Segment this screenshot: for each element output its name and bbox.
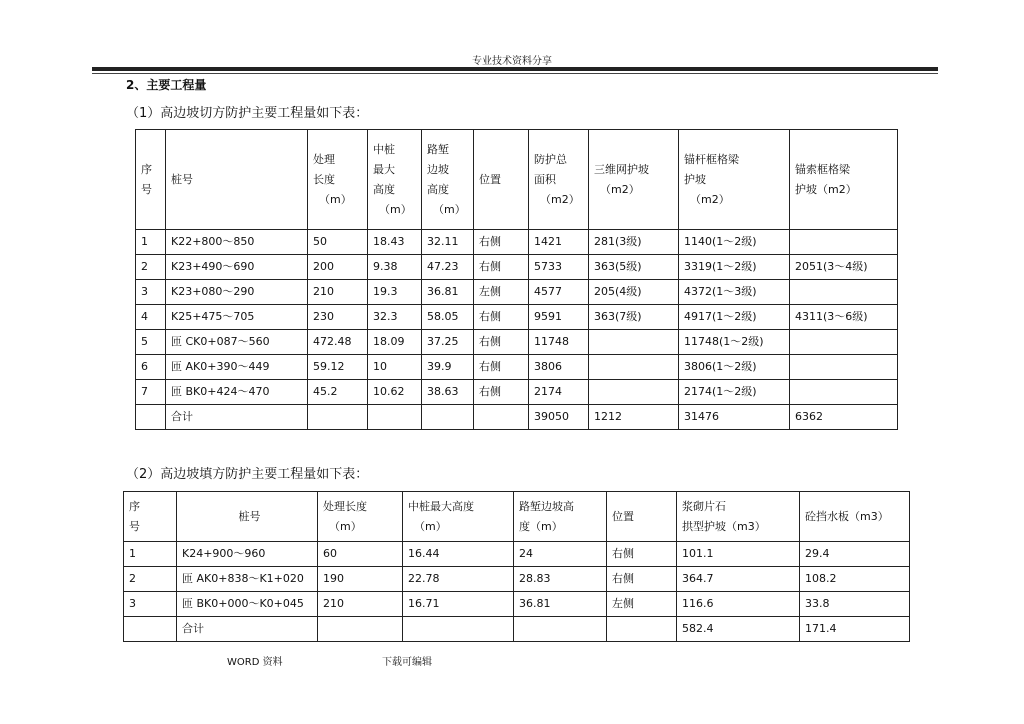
table-cell: 10.62	[368, 380, 422, 405]
table-cell: 3	[124, 592, 177, 617]
table-cell: 5	[136, 330, 166, 355]
table-cell: 19.3	[368, 280, 422, 305]
header-cell	[679, 130, 790, 230]
table-cell	[318, 617, 403, 642]
table-cell	[589, 355, 679, 380]
table-cell: 右侧	[474, 305, 529, 330]
table-cell: 58.05	[422, 305, 474, 330]
table-cell: 右侧	[607, 567, 677, 592]
table-cell: 31476	[679, 405, 790, 430]
table-cell	[422, 405, 474, 430]
header-cell	[514, 492, 607, 542]
table-cell: 101.1	[677, 542, 800, 567]
table-cell	[589, 380, 679, 405]
header-line: 防护总	[534, 152, 567, 166]
header-line: 中桩	[373, 142, 395, 156]
table-row	[136, 405, 898, 430]
table-row	[136, 355, 898, 380]
header-line: 最大	[373, 162, 395, 176]
table-cell: 363(7级)	[589, 305, 679, 330]
header-cell	[308, 130, 368, 230]
header-line: 高度	[373, 182, 395, 196]
table-cell: 39.9	[422, 355, 474, 380]
table-cell	[136, 405, 166, 430]
table-cell: 左侧	[474, 280, 529, 305]
table-cell: 右侧	[474, 255, 529, 280]
table-cell: 22.78	[403, 567, 514, 592]
header-cell	[422, 130, 474, 230]
table-cell	[124, 617, 177, 642]
table-cell: 10	[368, 355, 422, 380]
header-line: 度（m）	[519, 519, 563, 533]
header-row	[124, 492, 910, 542]
table-row	[124, 542, 910, 567]
header-cell	[124, 492, 177, 542]
table-row	[136, 255, 898, 280]
table-cell: 右侧	[607, 542, 677, 567]
header-line: 序	[129, 499, 140, 513]
table-cell: 2	[124, 567, 177, 592]
table1-caption: （1）高边坡切方防护主要工程量如下表：	[126, 106, 369, 121]
table-row	[136, 280, 898, 305]
table-cell: 2	[136, 255, 166, 280]
table-cell: 16.44	[403, 542, 514, 567]
table-cell	[403, 617, 514, 642]
table-cell: 171.4	[800, 617, 910, 642]
header-line: 序	[141, 162, 152, 176]
table-cell	[790, 230, 898, 255]
header-line: 护坡	[684, 172, 706, 186]
table-cell	[368, 405, 422, 430]
table-cell	[589, 330, 679, 355]
table-cell: 右侧	[474, 355, 529, 380]
table-cell	[790, 380, 898, 405]
table-cell: 5733	[529, 255, 589, 280]
table-cell: 右侧	[474, 380, 529, 405]
header-line: 路堑	[427, 142, 449, 156]
header-cell	[474, 130, 529, 230]
header-line: 桩号	[171, 172, 193, 186]
table-cell: 363(5级)	[589, 255, 679, 280]
table-cell: 右侧	[474, 330, 529, 355]
table-cell	[790, 355, 898, 380]
table-cell: 1	[124, 542, 177, 567]
footer-left: WORD 资料	[227, 657, 283, 668]
table-cell: 210	[308, 280, 368, 305]
table-cell	[474, 405, 529, 430]
table-cell: 4917(1～2级)	[679, 305, 790, 330]
table-cell: 45.2	[308, 380, 368, 405]
table-row	[136, 330, 898, 355]
table-cell: 匝 BK0+424～470	[166, 380, 308, 405]
table-cell: 11748	[529, 330, 589, 355]
header-line: 位置	[612, 509, 634, 523]
table-cell: 190	[318, 567, 403, 592]
table-cell: 472.48	[308, 330, 368, 355]
table-cell: 11748(1～2级)	[679, 330, 790, 355]
table-row	[124, 617, 910, 642]
table-cell: 32.3	[368, 305, 422, 330]
header-line: 护坡（m2）	[795, 182, 857, 196]
table-cell: 合计	[166, 405, 308, 430]
table-row	[136, 380, 898, 405]
table-cell: 6362	[790, 405, 898, 430]
table-row	[124, 567, 910, 592]
table-cell: 47.23	[422, 255, 474, 280]
header-cell	[529, 130, 589, 230]
table-cell: 4	[136, 305, 166, 330]
table-cell: 右侧	[474, 230, 529, 255]
header-line: 拱型护坡（m3）	[682, 519, 766, 533]
header-line: 位置	[479, 172, 501, 186]
header-row	[136, 130, 898, 230]
header-cell	[677, 492, 800, 542]
table-cell	[790, 280, 898, 305]
table-cell: 2174(1～2级)	[679, 380, 790, 405]
cut-slope-table	[135, 129, 898, 430]
table-cell: 18.43	[368, 230, 422, 255]
table-cell: 匝 CK0+087～560	[166, 330, 308, 355]
header-line: （m）	[319, 192, 352, 206]
table-cell: K23+490～690	[166, 255, 308, 280]
table-cell: 33.8	[800, 592, 910, 617]
table-row	[136, 230, 898, 255]
table-cell: 9.38	[368, 255, 422, 280]
header-cell	[800, 492, 910, 542]
header-line: （m2）	[600, 182, 640, 196]
table-cell: 4311(3～6级)	[790, 305, 898, 330]
table-cell: 6	[136, 355, 166, 380]
table-cell: 1212	[589, 405, 679, 430]
footer-right: 下载可编辑	[382, 657, 432, 668]
table-cell: 匝 AK0+838～K1+020	[177, 567, 318, 592]
header-line: 长度	[313, 172, 335, 186]
table-row	[136, 305, 898, 330]
table-cell: 205(4级)	[589, 280, 679, 305]
table-cell: 582.4	[677, 617, 800, 642]
header-line: 处理	[313, 152, 335, 166]
table-cell: 2051(3～4级)	[790, 255, 898, 280]
header-line: 号	[129, 519, 140, 533]
header-line: 高度	[427, 182, 449, 196]
header-line: （m2）	[690, 192, 730, 206]
header-line: 边坡	[427, 162, 449, 176]
header-line: 砼挡水板（m3）	[805, 509, 889, 523]
table-cell: 24	[514, 542, 607, 567]
table-cell: 29.4	[800, 542, 910, 567]
header-cell	[318, 492, 403, 542]
header-line: （m2）	[540, 192, 580, 206]
header-line: 锚杆框格梁	[684, 152, 739, 166]
table-cell: 36.81	[514, 592, 607, 617]
table-cell: 116.6	[677, 592, 800, 617]
table-cell: 38.63	[422, 380, 474, 405]
table-cell: 7	[136, 380, 166, 405]
table-cell: 2174	[529, 380, 589, 405]
table-cell: K23+080～290	[166, 280, 308, 305]
header-cell	[589, 130, 679, 230]
header-rule	[92, 67, 938, 71]
header-line: 浆砌片石	[682, 499, 726, 513]
header-line: 桩号	[238, 509, 261, 523]
header-line: 面积	[534, 172, 556, 186]
table-cell: 60	[318, 542, 403, 567]
table-cell: 18.09	[368, 330, 422, 355]
table-cell: 匝 BK0+000～K0+045	[177, 592, 318, 617]
header-line: （m）	[414, 519, 447, 533]
table-cell: 32.11	[422, 230, 474, 255]
table-cell: 左侧	[607, 592, 677, 617]
table-cell: 3319(1～2级)	[679, 255, 790, 280]
table-row	[124, 592, 910, 617]
header-line: 三维网护坡	[594, 162, 649, 176]
header-line: 号	[141, 182, 152, 196]
header-line: 路堑边坡高	[519, 499, 574, 513]
page-header: 专业技术资料分享	[472, 56, 552, 67]
table-cell: K24+900～960	[177, 542, 318, 567]
table-cell: 230	[308, 305, 368, 330]
table-cell: 1140(1～2级)	[679, 230, 790, 255]
table-cell: 281(3级)	[589, 230, 679, 255]
header-line: （m）	[329, 519, 362, 533]
section-title: 2、主要工程量	[126, 78, 207, 92]
table-cell	[790, 330, 898, 355]
header-line: 锚索框格梁	[795, 162, 850, 176]
fill-slope-table	[123, 491, 910, 642]
table-cell: 364.7	[677, 567, 800, 592]
table-cell: 39050	[529, 405, 589, 430]
table-cell: 4372(1～3级)	[679, 280, 790, 305]
table-cell: 200	[308, 255, 368, 280]
header-cell	[790, 130, 898, 230]
table-cell: 1	[136, 230, 166, 255]
table-cell: 3	[136, 280, 166, 305]
table-cell: 1421	[529, 230, 589, 255]
table2-caption: （2）高边坡填方防护主要工程量如下表：	[126, 467, 369, 482]
table-cell: 匝 AK0+390～449	[166, 355, 308, 380]
header-line: 中桩最大高度	[408, 499, 474, 513]
table-cell: 28.83	[514, 567, 607, 592]
header-rule-thin	[92, 73, 938, 74]
table-cell: 37.25	[422, 330, 474, 355]
header-cell	[136, 130, 166, 230]
table-cell: 3806	[529, 355, 589, 380]
table-cell: K25+475～705	[166, 305, 308, 330]
header-cell	[166, 130, 308, 230]
table-cell	[607, 617, 677, 642]
table-cell: 3806(1～2级)	[679, 355, 790, 380]
table-cell: 50	[308, 230, 368, 255]
header-line: 处理长度	[323, 499, 367, 513]
header-cell	[177, 492, 318, 542]
table-cell: 16.71	[403, 592, 514, 617]
header-cell	[403, 492, 514, 542]
table-cell: 4577	[529, 280, 589, 305]
table-cell: 108.2	[800, 567, 910, 592]
table-cell: 210	[318, 592, 403, 617]
header-cell	[607, 492, 677, 542]
table-cell: 59.12	[308, 355, 368, 380]
header-line: （m）	[433, 202, 466, 216]
table-cell: K22+800～850	[166, 230, 308, 255]
table-cell: 9591	[529, 305, 589, 330]
table-cell	[308, 405, 368, 430]
header-line: （m）	[379, 202, 412, 216]
table-cell: 36.81	[422, 280, 474, 305]
table-cell: 合计	[177, 617, 318, 642]
table-cell	[514, 617, 607, 642]
header-cell	[368, 130, 422, 230]
